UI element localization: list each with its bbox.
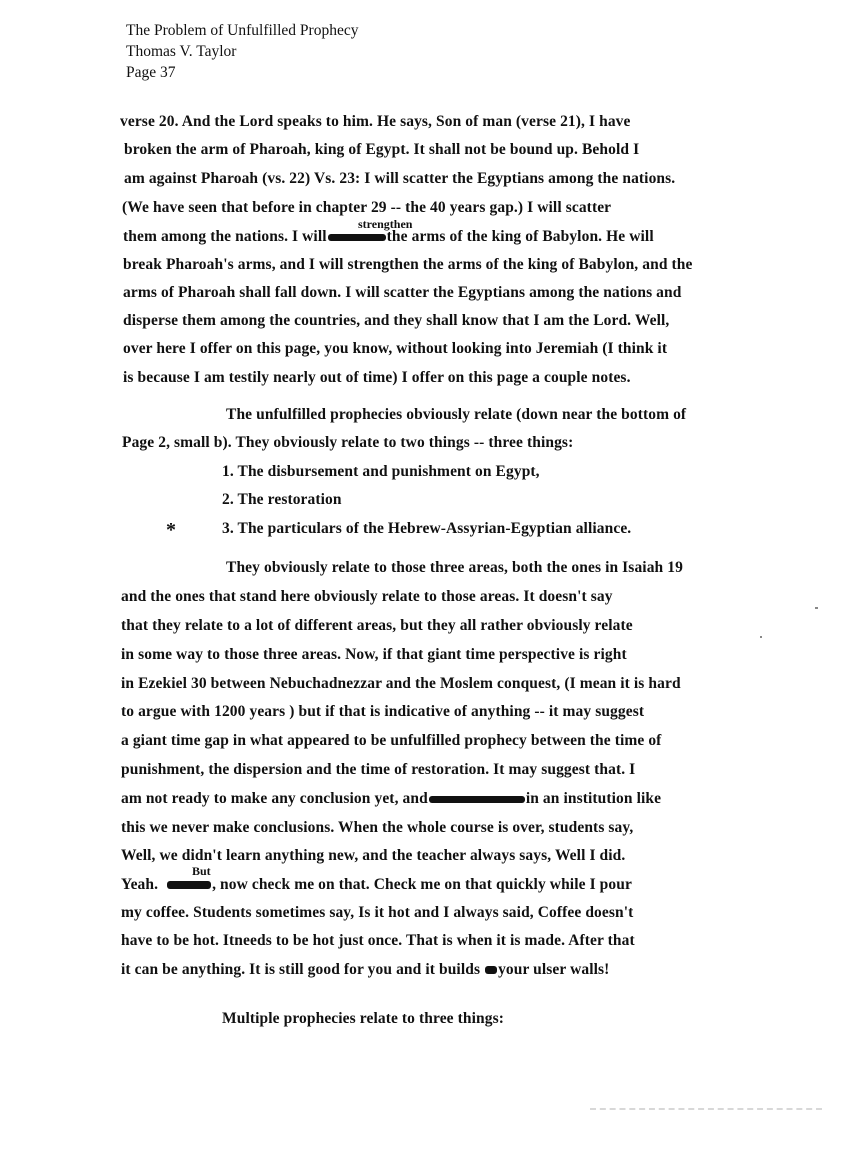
text-line	[121, 961, 609, 979]
text-line	[121, 876, 632, 894]
text-line: a giant time gap in what appeared to be unfulfilled prophecy between the time of	[121, 732, 662, 749]
text-fragment: them among the nations. I will	[123, 228, 327, 245]
document-header	[126, 20, 358, 83]
document-author: Thomas V. Taylor	[126, 43, 237, 60]
text-line: punishment, the dispersion and the time of restoration. It may suggest that. I	[121, 761, 636, 778]
text-fragment: am not ready to make any conclusion yet, and	[121, 790, 428, 807]
text-line	[121, 790, 661, 808]
page-number: Page 37	[126, 64, 176, 81]
handwritten-insertion: strengthen	[358, 217, 413, 231]
text-line: am against Pharoah (vs. 22) Vs. 23: I will scatter the Egyptians among the nations.	[124, 170, 676, 187]
text-line: arms of Pharoah shall fall down. I will scatter the Egyptians among the nations and	[123, 284, 682, 301]
text-line: and the ones that stand here obviously relate to those areas. It doesn't say	[121, 588, 613, 605]
text-line: is because I am testily nearly out of time) I offer on this page a couple notes.	[123, 369, 631, 386]
text-line	[123, 228, 654, 246]
text-line: break Pharoah's arms, and I will strengthen the arms of the king of Babylon, and the	[123, 256, 693, 273]
handwritten-insertion: But	[192, 864, 211, 878]
text-line: over here I offer on this page, you know, without looking into Jeremiah (I think it	[123, 340, 668, 357]
text-line: my coffee. Students sometimes say, Is it hot and I always said, Coffee doesn't	[121, 904, 634, 921]
list-item: 3. The particulars of the Hebrew-Assyrian-Egyptian alliance.	[222, 520, 632, 537]
scan-speck	[760, 636, 762, 638]
document-title: The Problem of Unfulfilled Prophecy	[126, 22, 359, 39]
text-line: Page 2, small b). They obviously relate to two things -- three things:	[122, 434, 574, 451]
list-item: 1. The disbursement and punishment on Egypt,	[222, 463, 540, 480]
text-fragment: your ulser walls!	[498, 961, 610, 978]
text-line: (We have seen that before in chapter 29 -- the 40 years gap.) I will scatter	[122, 199, 612, 216]
text-line: Well, we didn't learn anything new, and the teacher always says, Well I did.	[121, 847, 626, 864]
text-line: in some way to those three areas. Now, if that giant time perspective is right	[121, 646, 627, 663]
scan-artifact-line	[590, 1108, 822, 1112]
text-line: disperse them among the countries, and they shall know that I am the Lord. Well,	[123, 312, 670, 329]
text-fragment: the arms of the king of Babylon. He will	[386, 228, 654, 245]
text-line: have to be hot. Itneeds to be hot just once. That is when it is made. After that	[121, 932, 635, 949]
text-fragment: , now check me on that. Check me on that quickly while I pour	[212, 876, 632, 893]
list-item: 2. The restoration	[222, 491, 342, 508]
text-line: They obviously relate to those three areas, both the ones in Isaiah 19	[226, 559, 683, 576]
redaction-mark	[328, 234, 386, 241]
text-line: in Ezekiel 30 between Nebuchadnezzar and the Moslem conquest, (I mean it is hard	[121, 675, 681, 692]
scan-speck	[815, 607, 818, 609]
text-line: to argue with 1200 years ) but if that is indicative of anything -- it may suggest	[121, 703, 645, 720]
redaction-mark	[485, 966, 497, 974]
redaction-mark	[167, 881, 211, 889]
text-fragment: in an institution like	[525, 790, 662, 807]
text-line: Multiple prophecies relate to three things:	[222, 1010, 504, 1027]
text-fragment: Yeah.	[121, 876, 159, 893]
text-fragment: it can be anything. It is still good for you and it builds	[121, 961, 481, 978]
redaction-mark	[429, 796, 525, 803]
text-line: this we never make conclusions. When the whole course is over, students say,	[121, 819, 634, 836]
text-line: that they relate to a lot of different areas, but they all rather obviously relate	[121, 617, 633, 634]
text-line: The unfulfilled prophecies obviously relate (down near the bottom of	[226, 406, 687, 423]
text-line: verse 20. And the Lord speaks to him. He says, Son of man (verse 21), I have	[120, 113, 631, 130]
asterisk-mark: *	[166, 519, 176, 541]
text-line: broken the arm of Pharoah, king of Egypt. It shall not be bound up. Behold I	[124, 141, 640, 158]
